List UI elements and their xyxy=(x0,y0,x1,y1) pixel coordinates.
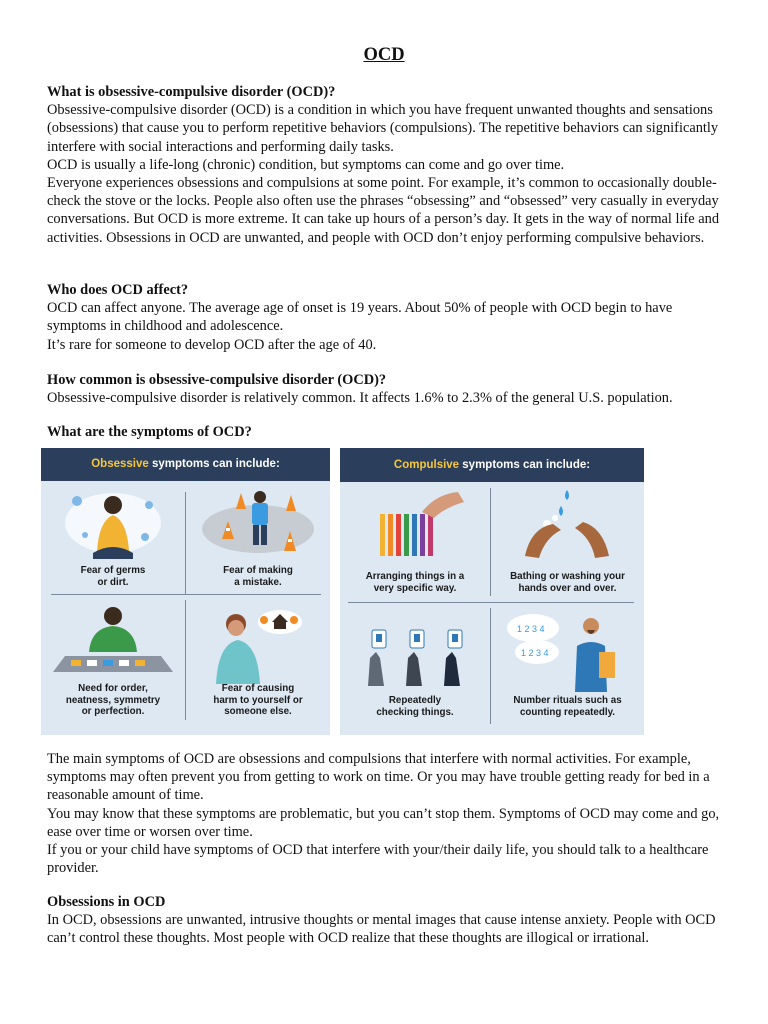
symptom-caption: Fear of causing harm to yourself or someone else. xyxy=(213,683,303,717)
symptom-number-rituals xyxy=(491,606,644,732)
paragraph: Everyone experiences obsessions and compulsions at some point. For example, it’s common to occasionally double-check the stove or the locks. People also often use the phrases “obsessing” and “obsessed” very casually in everyday conversations. But OCD is more extreme. It can take up hours of a person’s day. It gets in the way of normal life and activities. Obsessions in OCD are unwanted, and people with OCD don’t enjoy performing compulsive behaviors. xyxy=(47,175,720,246)
panel-header-text: symptoms can include: xyxy=(459,459,591,471)
divider xyxy=(348,602,634,603)
panel-header-highlight: Obsessive xyxy=(91,458,149,470)
page-title: OCD xyxy=(363,45,405,65)
washing-hands-illustration-icon xyxy=(491,484,644,564)
section-main-symptoms xyxy=(47,750,727,877)
symptom-caption: Need for order, neatness, symmetry or perfection. xyxy=(65,683,161,717)
symptom-caption: Repeatedly checking things. xyxy=(376,695,454,718)
symptom-caption: Fear of making a mistake. xyxy=(223,565,293,588)
desk-arranging-illustration-icon xyxy=(41,598,185,684)
paragraph: OCD can affect anyone. The average age of onset is 19 years. About 50% of people with OCD begin to have symptoms in childhood and adolescence. xyxy=(47,300,673,335)
worried-person-illustration-icon xyxy=(186,598,330,684)
symptom-caption: Number rituals such as counting repeatedly. xyxy=(513,695,622,718)
symptom-need-for-order xyxy=(41,598,185,728)
paragraph: OCD is usually a life-long (chronic) condition, but symptoms can come and go over time. xyxy=(47,156,565,173)
symptom-fear-of-mistake xyxy=(186,481,330,594)
section-heading: How common is obsessive-compulsive disorder (OCD)? xyxy=(47,372,387,388)
section-obsessions xyxy=(47,893,727,948)
panel-header xyxy=(340,448,644,482)
section-heading: Who does OCD affect? xyxy=(47,282,189,298)
section-symptoms xyxy=(47,423,727,441)
obsessive-symptoms-panel xyxy=(41,448,330,735)
bubble-numbers: 1 2 3 4 xyxy=(517,624,545,634)
germs-illustration-icon xyxy=(41,481,185,561)
symptom-fear-of-germs xyxy=(41,481,185,594)
panel-header-highlight: Compulsive xyxy=(393,459,460,471)
section-heading: What are the symptoms of OCD? xyxy=(47,424,252,440)
symptom-arranging-things xyxy=(340,484,490,600)
section-heading: Obsessions in OCD xyxy=(47,894,166,910)
light-switch-checking-illustration-icon xyxy=(340,606,490,692)
divider xyxy=(51,594,321,595)
pencils-arranging-illustration-icon xyxy=(340,484,490,564)
panel-header-text: symptoms can include: xyxy=(148,458,280,470)
section-what-is-ocd xyxy=(47,83,727,247)
symptom-fear-of-harm xyxy=(186,598,330,728)
counting-person-illustration-icon xyxy=(491,606,644,692)
symptom-checking-things xyxy=(340,606,490,732)
paragraph: The main symptoms of OCD are obsessions and compulsions that interfere with normal activities. For example, symptoms may often prevent you from getting to work on time. Or you may have trouble getting ready for bed in a reasonable amount of time. xyxy=(47,751,710,804)
symptom-caption: Arranging things in a very specific way. xyxy=(365,571,465,594)
paragraph: If you or your child have symptoms of OCD that interfere with your/their daily life, you should talk to a healthcare provider. xyxy=(47,842,709,877)
symptom-caption: Bathing or washing your hands over and over. xyxy=(510,571,625,594)
paragraph: Obsessive-compulsive disorder (OCD) is a condition in which you have frequent unwanted thoughts and sensations (obsessions) that cause you to perform repetitive behaviors (compulsions). The repetitive behaviors can significantly interfere with social interactions and performing daily tasks. xyxy=(47,102,719,155)
section-who-affected xyxy=(47,281,727,354)
compulsive-symptoms-panel xyxy=(340,448,644,735)
traffic-cones-illustration-icon xyxy=(186,481,330,561)
section-heading: What is obsessive-compulsive disorder (OCD)? xyxy=(47,84,336,100)
bubble-numbers: 1 2 3 4 xyxy=(521,648,549,658)
paragraph: It’s rare for someone to develop OCD after the age of 40. xyxy=(47,336,377,353)
paragraph: Obsessive-compulsive disorder is relatively common. It affects 1.6% to 2.3% of the general U.S. population. xyxy=(47,390,673,407)
panel-header xyxy=(41,448,330,481)
section-how-common xyxy=(47,371,727,407)
symptom-caption: Fear of germs or dirt. xyxy=(80,565,146,588)
paragraph: In OCD, obsessions are unwanted, intrusive thoughts or mental images that cause intense anxiety. People with OCD can’t control these thoughts. Most people with OCD realize that these thoughts are illogical or irrational. xyxy=(47,912,716,947)
symptom-washing-hands xyxy=(491,484,644,600)
paragraph: You may know that these symptoms are problematic, but you can’t stop them. Symptoms of OCD may come and go, ease over time or worsen over time. xyxy=(47,805,720,840)
